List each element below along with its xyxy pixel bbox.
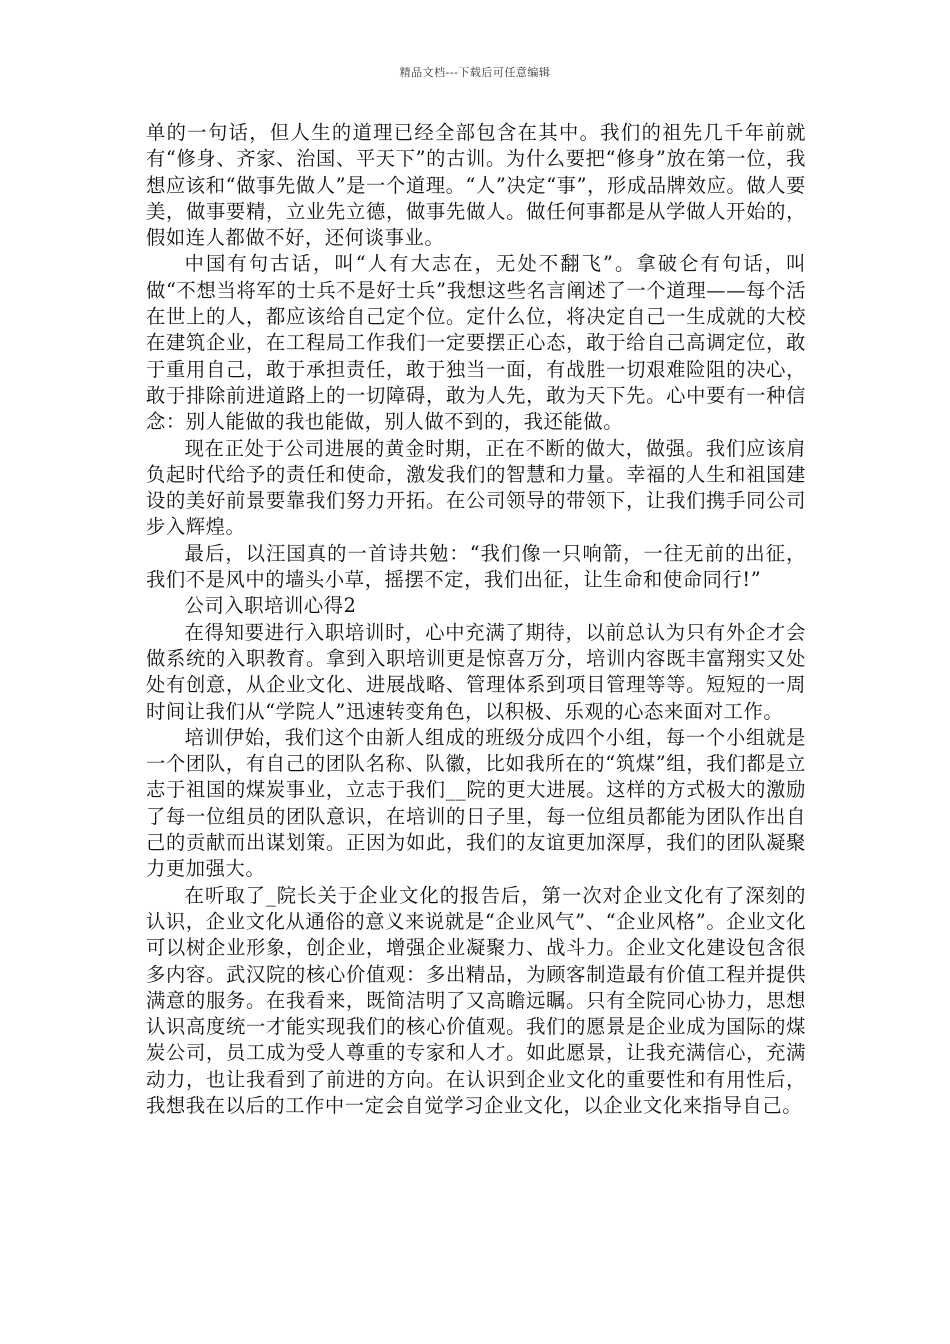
page-header: 精品文档---下载后可任意编辑 <box>399 66 551 79</box>
paragraph: 在听取了_院长关于企业文化的报告后，第一次对企业文化有了深刻的认识，企业文化从通俗的意义来说就是“企业风气”、“企业风格”。企业文化可以树企业形象，创企业，增强企业凝聚力、战斗力。企业文化建设包含很多内容。武汉院的核心价值观：多出精品，为顾客制造最有价值工程并提供满意的服务。在我看来，既简洁明了又高瞻远瞩。只有全院同心协力，思想认识高度统一才能实现我们的核心价值观。我们的愿景是企业成为国际的煤炭公司，员工成为受人尊重的专家和人才。如此愿景，让我充满信心，充满动力，也让我看到了前进的方向。在认识到企业文化的重要性和有用性后，我想我在以后的工作中一定会自觉学习企业文化，以企业文化来指导自己。 <box>146 883 806 1117</box>
paragraph: 中国有句古话，叫“人有大志在，无处不翻飞”。拿破仑有句话，叫做“不想当将军的士兵不是好士兵”我想这些名言阐述了一个道理——每个活在世上的人，都应该给自己定个位。定什么位，将决定自己一生成就的大校在建筑企业，在工程局工作我们一定要摆正心态，敢于给自己高调定位，敢于重用自己，敢于承担责任，敢于独当一面，有战胜一切艰难险阻的决心，敢于排除前进道路上的一切障碍，敢为人先，敢为天下先。心中要有一种信念：别人能做的我也能做，别人做不到的，我还能做。 <box>146 252 806 434</box>
paragraph-continued: 单的一句话，但人生的道理已经全部包含在其中。我们的祖先几千年前就有“修身、齐家、治国、平天下”的古训。为什么要把“修身”放在第一位，我想应该和“做事先做人”是一个道理。“人”决定“事”，形成品牌效应。做人要美，做事要精，立业先立德，做事先做人。做任何事都是从学做人开始的，假如连人都做不好，还何谈事业。 <box>146 121 806 250</box>
paragraph: 现在正处于公司进展的黄金时期，正在不断的做大，做强。我们应该肩负起时代给予的责任和使命，激发我们的智慧和力量。幸福的人生和祖国建设的美好前景要靠我们努力开拓。在公司领导的带领下，让我们携手同公司步入辉煌。 <box>146 436 806 539</box>
paragraph: 在得知要进行入职培训时，心中充满了期待，以前总认为只有外企才会做系统的入职教育。拿到入职培训更是惊喜万分，培训内容既丰富翔实又处处有创意，从企业文化、进展战略、管理体系到项目管理等等。短短的一周时间让我们从“学院人”迅速转变角色，以积极、乐观的心态来面对工作。 <box>146 620 806 723</box>
paragraph: 最后，以汪国真的一首诗共勉：“我们像一只响箭，一往无前的出征，我们不是风中的墙头小草，摇摆不定，我们出征，让生命和使命同行!” <box>146 541 806 592</box>
section-heading: 公司入职培训心得2 <box>184 594 357 618</box>
document-body <box>146 120 806 1119</box>
paragraph: 培训伊始，我们这个由新人组成的班级分成四个小组，每一个小组就是一个团队，有自己的团队名称、队徽，比如我所在的“筑煤”组，我们都是立志于祖国的煤炭事业，立志于我们__院的更大进展。这样的方式极大的激励了每一位组员的团队意识，在培训的日子里，每一位组员都能为团队作出自己的贡献而出谋划策。正因为如此，我们的友谊更加深厚，我们的团队凝聚力更加强大。 <box>146 725 806 881</box>
